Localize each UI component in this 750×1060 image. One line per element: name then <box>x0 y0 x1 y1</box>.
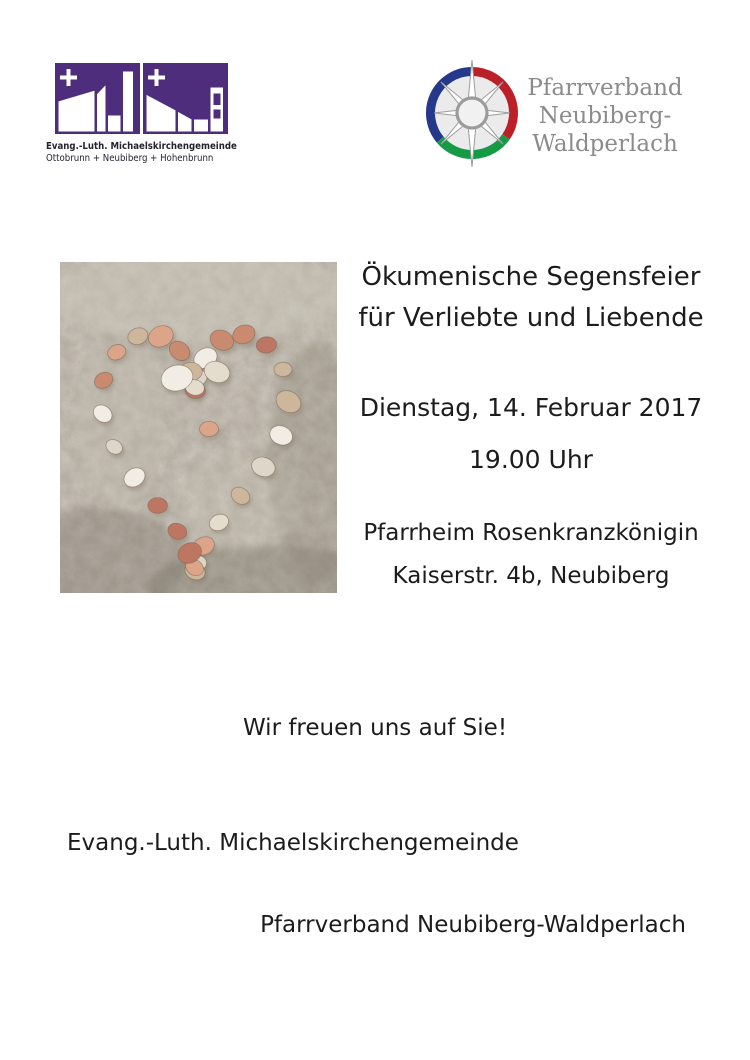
event-title-line1: Ökumenische Segensfeier <box>361 262 701 292</box>
event-time: 19.00 Uhr <box>469 445 593 474</box>
shell-heart-photo-image <box>60 262 337 593</box>
church-pictogram-left-icon <box>55 63 140 134</box>
shell-heart-photo <box>60 262 337 593</box>
pfarrverband-line3: Waldperlach <box>532 131 678 157</box>
church-pictogram-right-icon <box>143 63 228 134</box>
left-logo-caption-org: Evang.-Luth. Michaelskirchengemeinde <box>46 141 237 152</box>
left-logo-caption-places: Ottobrunn + Neubiberg + Hohenbrunn <box>46 153 214 164</box>
event-date: Dienstag, 14. Februar 2017 <box>359 393 703 422</box>
pfarrverband-logo-text <box>505 74 705 158</box>
event-venue: Pfarrheim Rosenkranzkönigin <box>363 520 699 546</box>
event-title-line2: für Verliebte und Liebende <box>358 303 704 333</box>
footer-org-michaelskirche: Evang.-Luth. Michaelskirchengemeinde <box>67 830 519 856</box>
closing-line: Wir freuen uns auf Sie! <box>242 715 508 741</box>
event-address: Kaiserstr. 4b, Neubiberg <box>392 563 670 589</box>
pfarrverband-line2: Neubiberg- <box>538 103 672 129</box>
pfarrverband-line1: Pfarrverband <box>527 75 683 101</box>
footer-org-pfarrverband: Pfarrverband Neubiberg-Waldperlach <box>260 912 686 938</box>
michaelskirche-logo <box>55 63 228 134</box>
